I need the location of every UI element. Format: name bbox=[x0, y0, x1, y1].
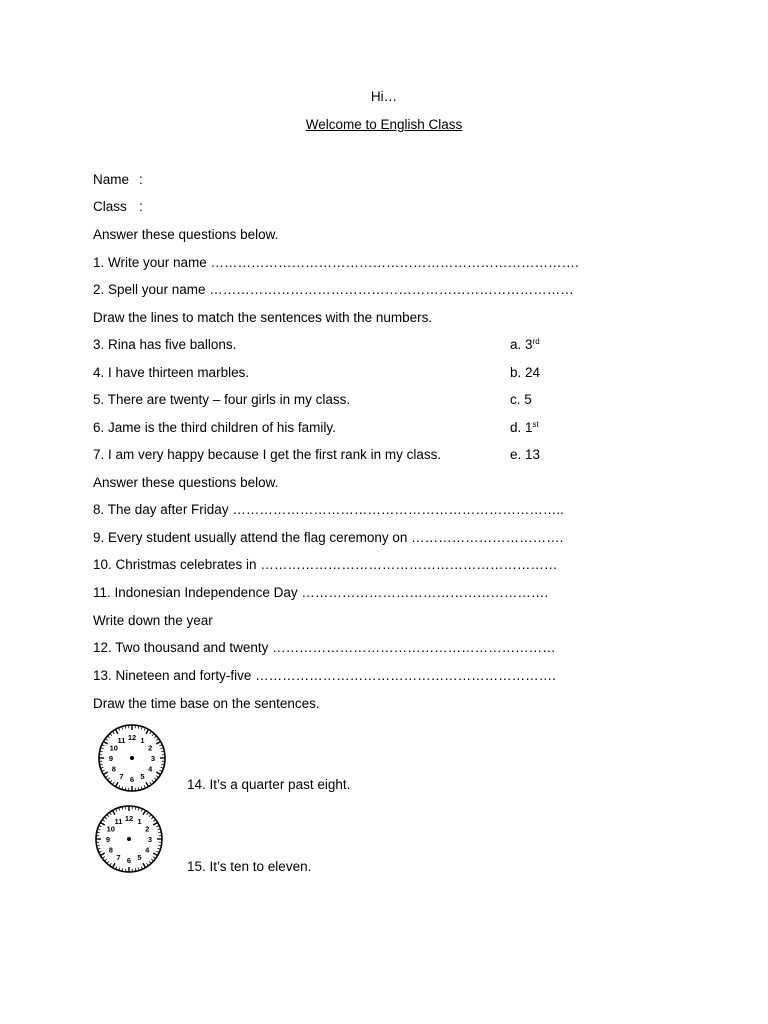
greeting: Hi… bbox=[370, 89, 398, 104]
clock-center bbox=[130, 756, 134, 760]
name-label: Name bbox=[93, 172, 130, 187]
match-sentence: 4. I have thirteen marbles. bbox=[93, 365, 250, 380]
section-heading-answer-1: Answer these questions below. bbox=[93, 227, 279, 242]
clock-number: 11 bbox=[114, 816, 123, 826]
section-heading-match: Draw the lines to match the sentences with the numbers. bbox=[93, 310, 433, 325]
match-sentence: 5. There are twenty – four girls in my class. bbox=[93, 392, 351, 407]
clock-number: 4 bbox=[148, 764, 153, 774]
clock-number: 10 bbox=[106, 824, 115, 834]
clock-number: 5 bbox=[137, 853, 142, 863]
section-heading-year: Write down the year bbox=[93, 613, 213, 628]
question-9: 9. Every student usually attend the flag ceremony on ……………………………. bbox=[93, 530, 564, 545]
clock-center bbox=[127, 837, 131, 841]
question-10: 10. Christmas celebrates in ………………………………………………………… bbox=[93, 557, 558, 572]
clock-number: 2 bbox=[145, 824, 150, 834]
class-label: Class bbox=[93, 199, 127, 214]
clock-number: 6 bbox=[126, 856, 132, 865]
clock-number: 8 bbox=[111, 764, 116, 774]
question-13: 13. Nineteen and forty-five …………………………………………………………. bbox=[93, 668, 556, 683]
clock-number: 9 bbox=[105, 835, 111, 844]
clock-number: 1 bbox=[140, 735, 145, 745]
question-2: 2. Spell your name ……………………………………………………………………… bbox=[93, 282, 574, 297]
match-answer: b. 24 bbox=[510, 365, 541, 380]
clock-number: 12 bbox=[127, 733, 137, 742]
clock-icon bbox=[93, 803, 165, 880]
question-1: 1. Write your name ………………………………………………………………………. bbox=[93, 255, 579, 270]
clock-number: 3 bbox=[150, 754, 156, 763]
match-answer: c. 5 bbox=[510, 392, 532, 407]
page-title: Welcome to English Class bbox=[305, 117, 463, 132]
name-colon: : bbox=[139, 172, 143, 187]
clock-number: 11 bbox=[117, 735, 126, 745]
clock-number: 2 bbox=[148, 743, 153, 753]
question-15: 15. It’s ten to eleven. bbox=[187, 859, 312, 874]
match-answer: a. 3rd bbox=[510, 337, 540, 352]
clock-number: 5 bbox=[140, 772, 145, 782]
section-heading-answer-2: Answer these questions below. bbox=[93, 475, 279, 490]
match-answer: d. 1st bbox=[510, 420, 539, 435]
question-8: 8. The day after Friday ……………………………………………………………….. bbox=[93, 502, 564, 517]
class-colon: : bbox=[139, 199, 143, 214]
match-sentence: 6. Jame is the third children of his family. bbox=[93, 420, 336, 435]
question-14: 14. It’s a quarter past eight. bbox=[187, 777, 351, 792]
clock-number: 8 bbox=[108, 845, 113, 855]
clock-face bbox=[93, 803, 165, 875]
question-11: 11. Indonesian Independence Day ………………………………………………. bbox=[93, 585, 549, 600]
clock-number: 7 bbox=[116, 853, 121, 863]
section-heading-time: Draw the time base on the sentences. bbox=[93, 696, 320, 711]
clock-number: 4 bbox=[145, 845, 150, 855]
clock-number: 9 bbox=[108, 754, 114, 763]
clock-number: 12 bbox=[124, 814, 134, 823]
match-sentence: 3. Rina has five ballons. bbox=[93, 337, 237, 352]
clock-number: 1 bbox=[137, 816, 142, 826]
match-sentence: 7. I am very happy because I get the first rank in my class. bbox=[93, 447, 442, 462]
clock-icon bbox=[96, 722, 168, 799]
question-12: 12. Two thousand and twenty ……………………………………………………… bbox=[93, 640, 556, 655]
clock-number: 6 bbox=[129, 775, 135, 784]
match-answer: e. 13 bbox=[510, 447, 541, 462]
clock-number: 7 bbox=[119, 772, 124, 782]
clock-number: 3 bbox=[147, 835, 153, 844]
clock-face bbox=[96, 722, 168, 794]
clock-number: 10 bbox=[109, 743, 118, 753]
